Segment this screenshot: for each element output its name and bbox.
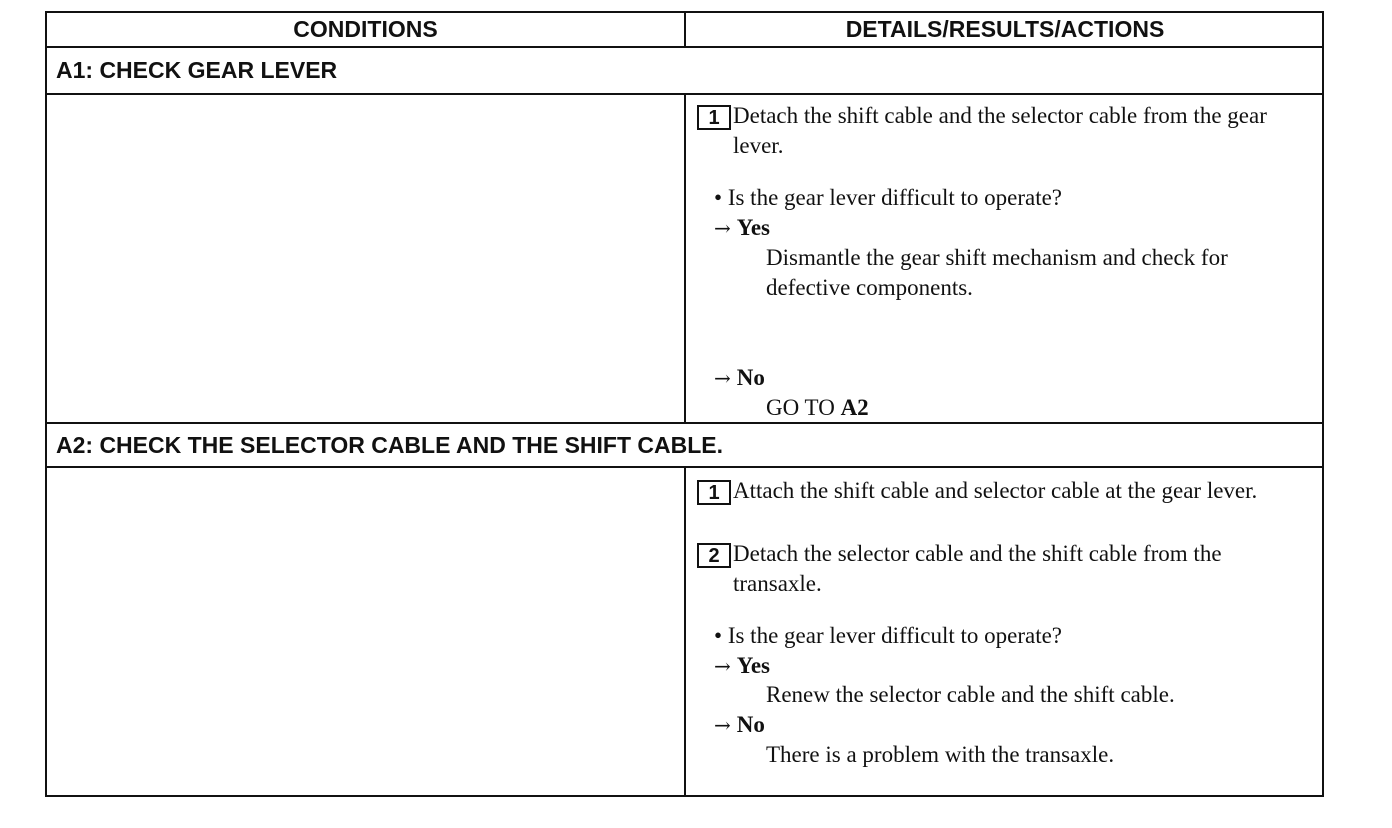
section-a2-conditions	[47, 468, 686, 797]
step-text: Detach the selector cable and the shift cable from the transaxle.	[733, 541, 1222, 596]
arrow-right-icon: →	[714, 216, 731, 240]
bullet-icon: •	[714, 185, 723, 210]
step-1	[697, 101, 1312, 161]
step-text: Attach the shift cable and selector cable at the gear lever.	[733, 478, 1258, 503]
question-text: Is the gear lever difficult to operate?	[727, 185, 1063, 210]
no-action-ref: A2	[840, 395, 869, 420]
section-a2-details	[686, 468, 1324, 797]
no-action: There is a problem with the transaxle.	[766, 742, 1115, 767]
no-label: No	[736, 712, 765, 737]
diagnostic-table	[45, 11, 1324, 797]
yes-branch	[714, 651, 770, 681]
arrow-right-icon: →	[714, 713, 731, 737]
question	[714, 183, 1062, 213]
section-a1-conditions	[47, 95, 686, 422]
step-2	[697, 539, 1312, 599]
yes-label: Yes	[736, 653, 770, 678]
details-header: DETAILS/RESULTS/ACTIONS	[845, 16, 1165, 42]
step-text: Detach the shift cable and the selector cable from the gear lever.	[733, 103, 1267, 158]
arrow-right-icon: →	[714, 654, 731, 678]
section-a2-title: A2: CHECK THE SELECTOR CABLE AND THE SHIFT CABLE.	[47, 422, 1322, 468]
step-number-box: 1	[697, 105, 731, 130]
bullet-icon: •	[714, 623, 723, 648]
no-action-prefix: GO TO	[766, 395, 841, 420]
step-number-box: 1	[697, 480, 731, 505]
section-a1-details	[686, 95, 1324, 422]
table-header	[47, 13, 1322, 48]
yes-action: Dismantle the gear shift mechanism and check for defective components.	[766, 245, 1228, 300]
question-text: Is the gear lever difficult to operate?	[727, 623, 1063, 648]
question	[714, 621, 1062, 651]
arrow-right-icon: →	[714, 366, 731, 390]
no-label: No	[736, 365, 765, 390]
step-number-box: 2	[697, 543, 731, 568]
no-branch	[714, 710, 765, 740]
yes-action: Renew the selector cable and the shift cable.	[766, 682, 1175, 707]
section-a1-title: A1: CHECK GEAR LEVER	[47, 48, 1322, 95]
yes-label: Yes	[736, 215, 770, 240]
step-1	[697, 476, 1312, 506]
yes-branch	[714, 213, 770, 243]
no-branch	[714, 363, 765, 393]
conditions-header: CONDITIONS	[47, 13, 686, 46]
section-a1-body	[47, 95, 1322, 422]
section-a2-body	[47, 468, 1322, 797]
no-action	[766, 393, 1316, 423]
